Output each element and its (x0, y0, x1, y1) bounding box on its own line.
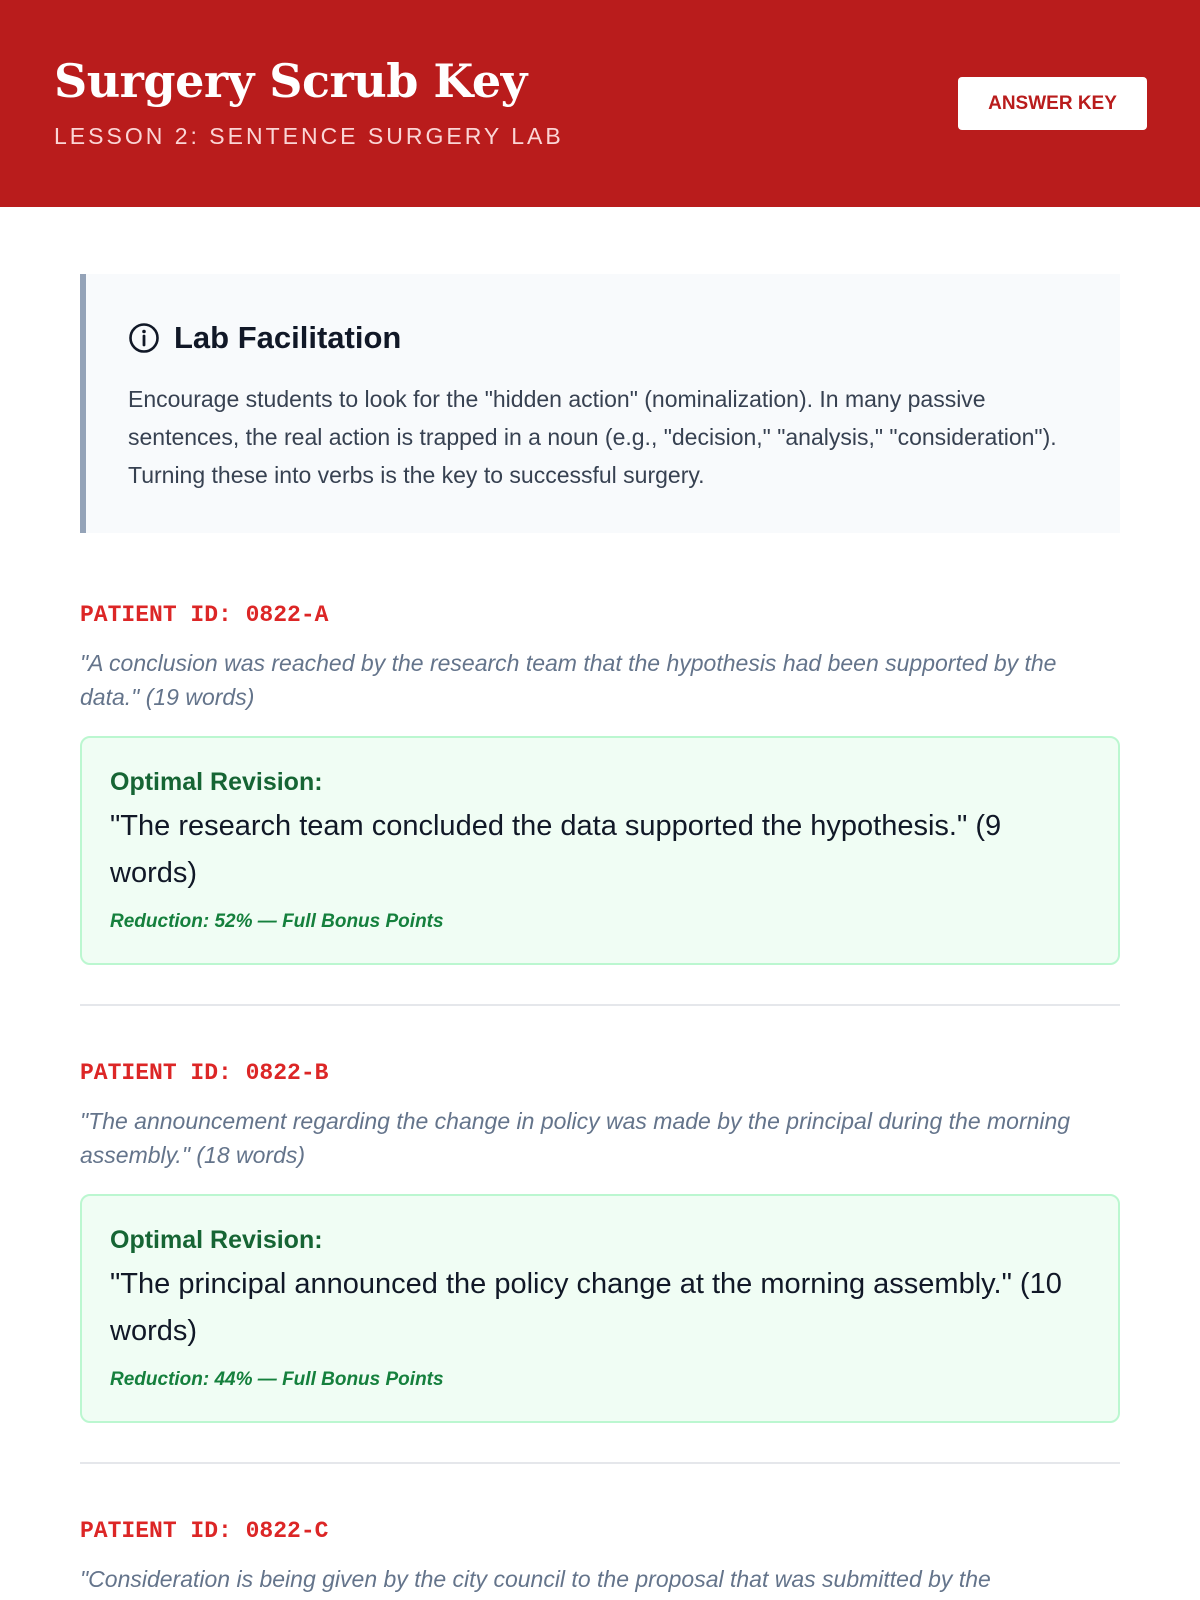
patient-id: PATIENT ID: 0822-B (80, 1060, 329, 1086)
patient-case (80, 1518, 1120, 1596)
revision-label: Optimal Revision: (110, 768, 323, 796)
reduction-note: Reduction: 52% — Full Bonus Points (110, 911, 444, 932)
patient-id: PATIENT ID: 0822-A (80, 602, 329, 628)
page-title: Surgery Scrub Key (54, 54, 527, 108)
page-header (0, 0, 1200, 207)
section-divider (80, 1462, 1120, 1464)
revision-box (80, 1194, 1120, 1423)
info-icon (128, 322, 160, 354)
facilitation-heading (128, 320, 401, 356)
facilitation-body: Encourage students to look for the "hidden action" (nominalization). In many passive sentences, the real action is trapped in a noun (e.g., "decision," "analysis," "consideration"). Turning these into verbs is the key to successful surgery. (128, 386, 1057, 488)
original-sentence: "A conclusion was reached by the research team that the hypothesis had been supported by the data." (19 words) (80, 650, 1057, 710)
revision-box (80, 736, 1120, 965)
reduction-note: Reduction: 44% — Full Bonus Points (110, 1369, 444, 1390)
answer-key-badge: ANSWER KEY (958, 77, 1147, 130)
original-sentence: "Consideration is being given by the city council to the proposal that was submitted by the (80, 1566, 991, 1592)
original-sentence: "The announcement regarding the change in policy was made by the principal during the morning assembly." (18 words) (80, 1108, 1071, 1168)
patient-case (80, 602, 1120, 965)
patient-case (80, 1060, 1120, 1423)
patient-id: PATIENT ID: 0822-C (80, 1518, 329, 1544)
page-subtitle: LESSON 2: SENTENCE SURGERY LAB (54, 123, 564, 149)
revision-text: "The research team concluded the data supported the hypothesis." (9 words) (110, 810, 1002, 889)
revision-text: "The principal announced the policy change at the morning assembly." (10 words) (110, 1268, 1062, 1347)
section-divider (80, 1004, 1120, 1006)
revision-label: Optimal Revision: (110, 1226, 323, 1254)
facilitation-note (80, 274, 1120, 533)
facilitation-title: Lab Facilitation (174, 320, 402, 355)
